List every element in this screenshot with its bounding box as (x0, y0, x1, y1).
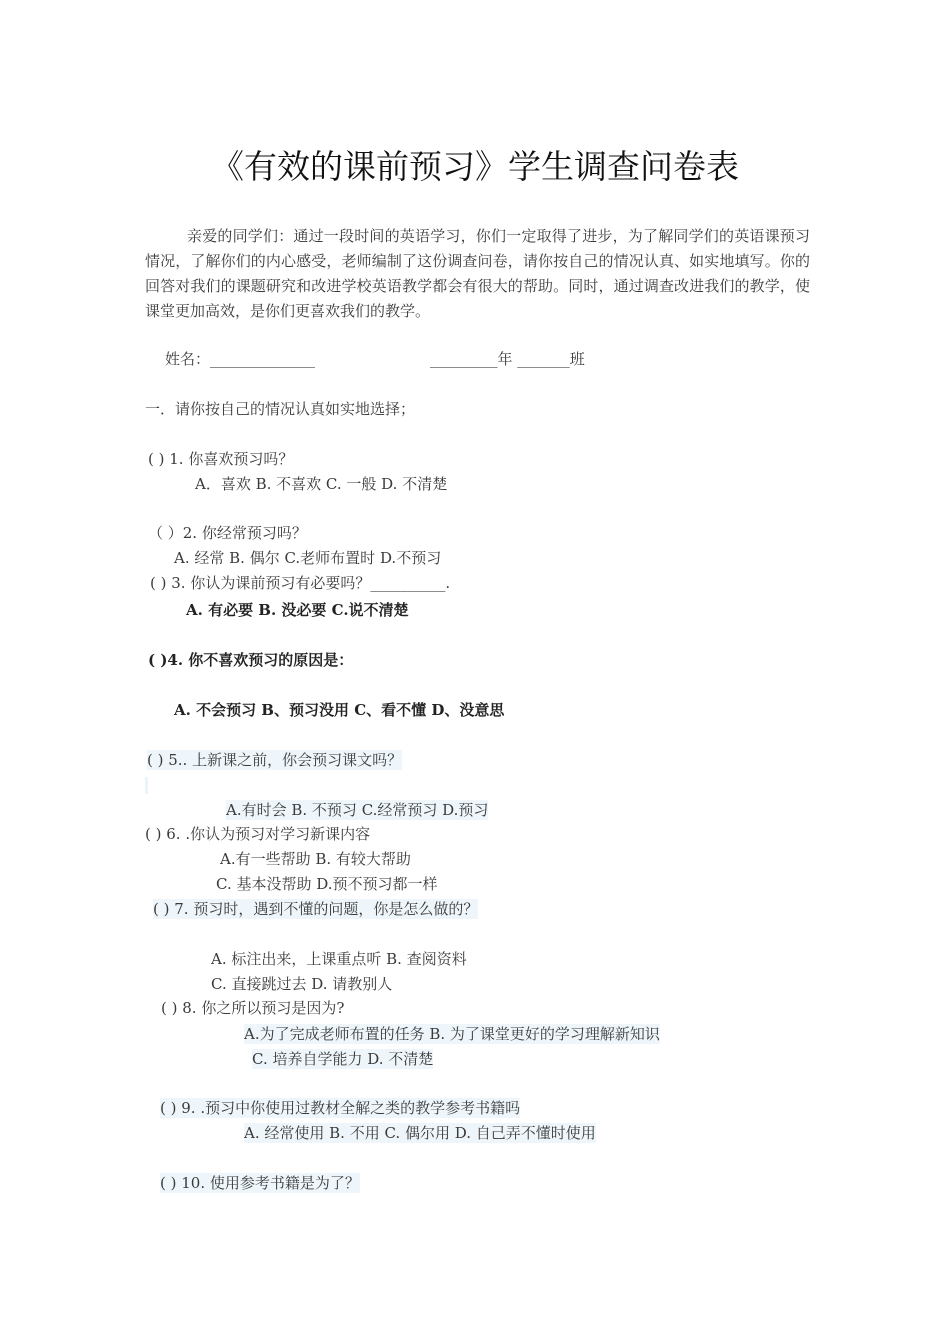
question-8: ( ) 8. 你之所以预习是因为? (161, 999, 345, 1017)
question-7-options-row-1: A. 标注出来，上课重点听 B. 查阅资料 (211, 950, 467, 968)
grade-class-field: _________年 _______班 (430, 350, 585, 368)
question-5-options: A.有时会 B. 不预习 C.经常预习 D.预习 (226, 801, 489, 819)
question-8-options-row-1: A.为了完成老师布置的任务 B. 为了课堂更好的学习理解新知识 (244, 1025, 660, 1043)
question-7-options-row-2: C. 直接跳过去 D. 请教别人 (211, 975, 393, 993)
question-10: ( ) 10. 使用参考书籍是为了？ (160, 1174, 360, 1192)
question-6-options-row-1: A.有一些帮助 B. 有较大帮助 (220, 850, 411, 868)
question-1-options: A．喜欢 B. 不喜欢 C. 一般 D. 不清楚 (195, 475, 448, 493)
page-title: 《有效的课前预习》学生调查问卷表 (211, 147, 739, 186)
question-2-options: A. 经常 B. 偶尔 C.老师布置时 D.不预习 (174, 549, 442, 567)
question-5: ( ) 5.. 上新课之前，你会预习课文吗？ (147, 751, 403, 769)
text-cursor-mark (145, 777, 148, 794)
question-4-options: A. 不会预习 B、预习没用 C、看不懂 D、没意思 (174, 701, 505, 719)
question-1: ( ) 1. 你喜欢预习吗？ (148, 450, 294, 468)
intro-paragraph: 亲爱的同学们：通过一段时间的英语学习，你们一定取得了进步，为了解同学们的英语课预习情况，了解你们的内心感受，老师编制了这份调查问卷，请你按自己的情况认真、如实地填写。你的回答对我们的课题研究和改进学校英语教学都会有很大的帮助。同时，通过调查改进我们的教学，使课堂更加高效，是你们更喜欢我们的教学。 (145, 227, 810, 320)
question-8-options-row-2: C. 培养自学能力 D. 不清楚 (252, 1050, 434, 1068)
question-4: ( )4. 你不喜欢预习的原因是： (148, 651, 354, 669)
section-heading: 一．请你按自己的情况认真如实地选择； (145, 400, 416, 418)
question-3-options: A. 有必要 B. 没必要 C.说不清楚 (186, 601, 409, 619)
question-2: （ ）2. 你经常预习吗？ (148, 524, 307, 542)
question-3: ( ) 3. 你认为课前预习有必要吗？__________. (150, 574, 451, 592)
question-9: ( ) 9. .预习中你使用过教材全解之类的教学参考书籍吗 (160, 1099, 521, 1117)
question-7: ( ) 7. 预习时，遇到不懂的问题，你是怎么做的？ (153, 900, 479, 918)
question-6: ( ) 6. .你认为预习对学习新课内容 (145, 825, 371, 843)
question-6-options-row-2: C. 基本没帮助 D.预不预习都一样 (216, 875, 438, 893)
name-field-label: 姓名：______________ (165, 350, 316, 368)
question-9-options: A. 经常使用 B. 不用 C. 偶尔用 D. 自己弄不懂时使用 (244, 1124, 596, 1142)
